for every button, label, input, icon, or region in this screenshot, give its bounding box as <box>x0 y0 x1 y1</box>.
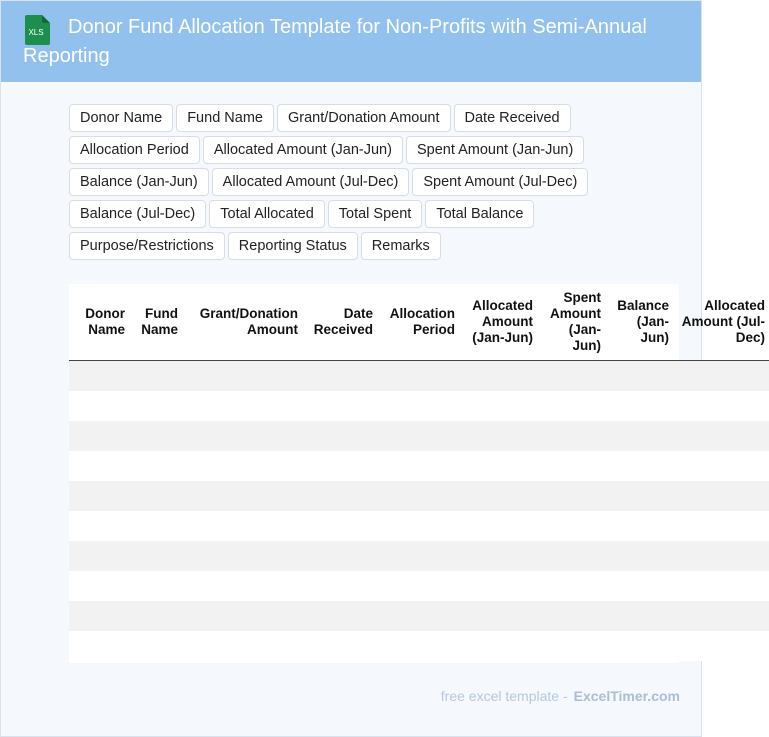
table-cell[interactable] <box>377 571 459 601</box>
column-header: Allocated Amount (Jul-Dec) <box>673 284 769 360</box>
column-header: Grant/Donation Amount <box>182 284 302 360</box>
table-cell[interactable] <box>182 571 302 601</box>
table-cell[interactable] <box>537 391 605 421</box>
table-cell[interactable] <box>69 631 129 661</box>
field-chip: Reporting Status <box>228 232 358 260</box>
table-cell[interactable] <box>605 391 673 421</box>
table-cell[interactable] <box>69 391 129 421</box>
footer-credit <box>441 688 680 704</box>
field-chip: Allocated Amount (Jul-Dec) <box>212 168 410 196</box>
header-banner <box>1 1 701 82</box>
table-cell[interactable] <box>459 481 537 511</box>
table-row <box>69 601 769 631</box>
table-cell[interactable] <box>129 451 182 481</box>
table-cell[interactable] <box>673 571 769 601</box>
field-chip: Spent Amount (Jan-Jun) <box>406 136 584 164</box>
table-cell[interactable] <box>605 631 673 661</box>
column-header: Spent Amount (Jan-Jun) <box>537 284 605 360</box>
table-cell[interactable] <box>459 541 537 571</box>
template-table <box>69 284 765 663</box>
table-cell[interactable] <box>129 421 182 451</box>
column-header: Allocation Period <box>377 284 459 360</box>
table-cell[interactable] <box>302 511 377 541</box>
table-row <box>69 391 769 421</box>
table-cell[interactable] <box>673 360 769 391</box>
table-cell[interactable] <box>673 391 769 421</box>
table-cell[interactable] <box>673 481 769 511</box>
table-cell[interactable] <box>129 481 182 511</box>
xls-icon-label: XLS <box>28 28 44 37</box>
table-cell[interactable] <box>459 601 537 631</box>
field-chip: Total Balance <box>425 200 534 228</box>
table-cell[interactable] <box>182 541 302 571</box>
table-cell[interactable] <box>69 541 129 571</box>
table-cell[interactable] <box>302 391 377 421</box>
table-cell[interactable] <box>302 541 377 571</box>
table-cell[interactable] <box>69 511 129 541</box>
table-row <box>69 541 769 571</box>
footer-brand-link[interactable]: ExcelTimer.com <box>573 688 680 704</box>
table-cell[interactable] <box>302 481 377 511</box>
table-cell[interactable] <box>302 571 377 601</box>
table-cell[interactable] <box>69 451 129 481</box>
table-cell[interactable] <box>377 391 459 421</box>
table-cell[interactable] <box>129 511 182 541</box>
table-cell[interactable] <box>377 541 459 571</box>
table-cell[interactable] <box>605 451 673 481</box>
table-cell[interactable] <box>69 571 129 601</box>
table-cell[interactable] <box>537 511 605 541</box>
table-cell[interactable] <box>182 481 302 511</box>
field-chip: Remarks <box>361 232 441 260</box>
field-chip: Balance (Jul-Dec) <box>69 200 206 228</box>
field-chip: Total Spent <box>328 200 423 228</box>
field-chip: Balance (Jan-Jun) <box>69 168 209 196</box>
column-header: Balance (Jan-Jun) <box>605 284 673 360</box>
table-cell[interactable] <box>377 481 459 511</box>
table-cell[interactable] <box>182 511 302 541</box>
table-cell[interactable] <box>605 360 673 391</box>
table-cell[interactable] <box>605 541 673 571</box>
table-cell[interactable] <box>182 631 302 661</box>
table-cell[interactable] <box>377 451 459 481</box>
table-cell[interactable] <box>537 631 605 661</box>
table-cell[interactable] <box>182 360 302 391</box>
field-chip: Purpose/Restrictions <box>69 232 225 260</box>
table-cell[interactable] <box>302 421 377 451</box>
table-cell[interactable] <box>69 421 129 451</box>
table-cell[interactable] <box>377 631 459 661</box>
table-cell[interactable] <box>605 601 673 631</box>
field-chip: Fund Name <box>176 104 274 132</box>
table-cell[interactable] <box>459 451 537 481</box>
table-cell[interactable] <box>537 421 605 451</box>
table-row <box>69 511 769 541</box>
table-cell[interactable] <box>69 601 129 631</box>
table-cell[interactable] <box>129 541 182 571</box>
table-cell[interactable] <box>673 631 769 661</box>
table-cell[interactable] <box>129 601 182 631</box>
table-cell[interactable] <box>302 360 377 391</box>
table-cell[interactable] <box>302 631 377 661</box>
table-row <box>69 571 769 601</box>
field-chip: Total Allocated <box>209 200 325 228</box>
table-row <box>69 631 769 661</box>
table-cell[interactable] <box>182 421 302 451</box>
table-cell[interactable] <box>377 601 459 631</box>
table-cell[interactable] <box>673 421 769 451</box>
table-cell[interactable] <box>182 391 302 421</box>
field-chip: Allocation Period <box>69 136 200 164</box>
table-cell[interactable] <box>537 451 605 481</box>
table-cell[interactable] <box>605 481 673 511</box>
table-row <box>69 481 769 511</box>
table-cell[interactable] <box>537 571 605 601</box>
table-cell[interactable] <box>673 451 769 481</box>
footer-text: free excel template - <box>440 688 568 704</box>
table-cell[interactable] <box>459 360 537 391</box>
table-cell[interactable] <box>537 541 605 571</box>
table-cell[interactable] <box>302 601 377 631</box>
table-cell[interactable] <box>673 511 769 541</box>
column-header: Donor Name <box>69 284 129 360</box>
field-chip: Donor Name <box>69 104 173 132</box>
table-row <box>69 421 769 451</box>
field-chip: Grant/Donation Amount <box>277 104 451 132</box>
table-cell[interactable] <box>377 421 459 451</box>
table-cell[interactable] <box>673 601 769 631</box>
table-cell[interactable] <box>377 360 459 391</box>
table-row <box>69 451 769 481</box>
table-cell[interactable] <box>302 451 377 481</box>
column-header: Allocated Amount (Jan-Jun) <box>459 284 537 360</box>
table-header-row <box>69 284 769 360</box>
table-cell[interactable] <box>182 601 302 631</box>
field-list <box>69 104 629 260</box>
table-cell[interactable] <box>129 391 182 421</box>
field-chip: Allocated Amount (Jan-Jun) <box>203 136 403 164</box>
table-cell[interactable] <box>459 421 537 451</box>
table-row <box>69 360 769 391</box>
table-cell[interactable] <box>537 360 605 391</box>
table-cell[interactable] <box>129 631 182 661</box>
table-cell[interactable] <box>537 601 605 631</box>
table-cell[interactable] <box>459 391 537 421</box>
table-cell[interactable] <box>182 451 302 481</box>
table-cell[interactable] <box>69 360 129 391</box>
table-cell[interactable] <box>537 481 605 511</box>
field-chip: Date Received <box>454 104 571 132</box>
table-cell[interactable] <box>129 360 182 391</box>
table-cell[interactable] <box>129 571 182 601</box>
table-cell[interactable] <box>605 421 673 451</box>
table-cell[interactable] <box>459 511 537 541</box>
table-cell[interactable] <box>605 571 673 601</box>
table-cell[interactable] <box>69 481 129 511</box>
column-header: Fund Name <box>129 284 182 360</box>
table-cell[interactable] <box>377 511 459 541</box>
field-chip: Spent Amount (Jul-Dec) <box>412 168 588 196</box>
table-cell[interactable] <box>459 571 537 601</box>
table-cell[interactable] <box>673 541 769 571</box>
table-cell[interactable] <box>605 511 673 541</box>
page-title: Donor Fund Allocation Template for Non-Profits with Semi-Annual Reporting <box>23 16 647 67</box>
column-header: Date Received <box>302 284 377 360</box>
table-cell[interactable] <box>459 631 537 661</box>
